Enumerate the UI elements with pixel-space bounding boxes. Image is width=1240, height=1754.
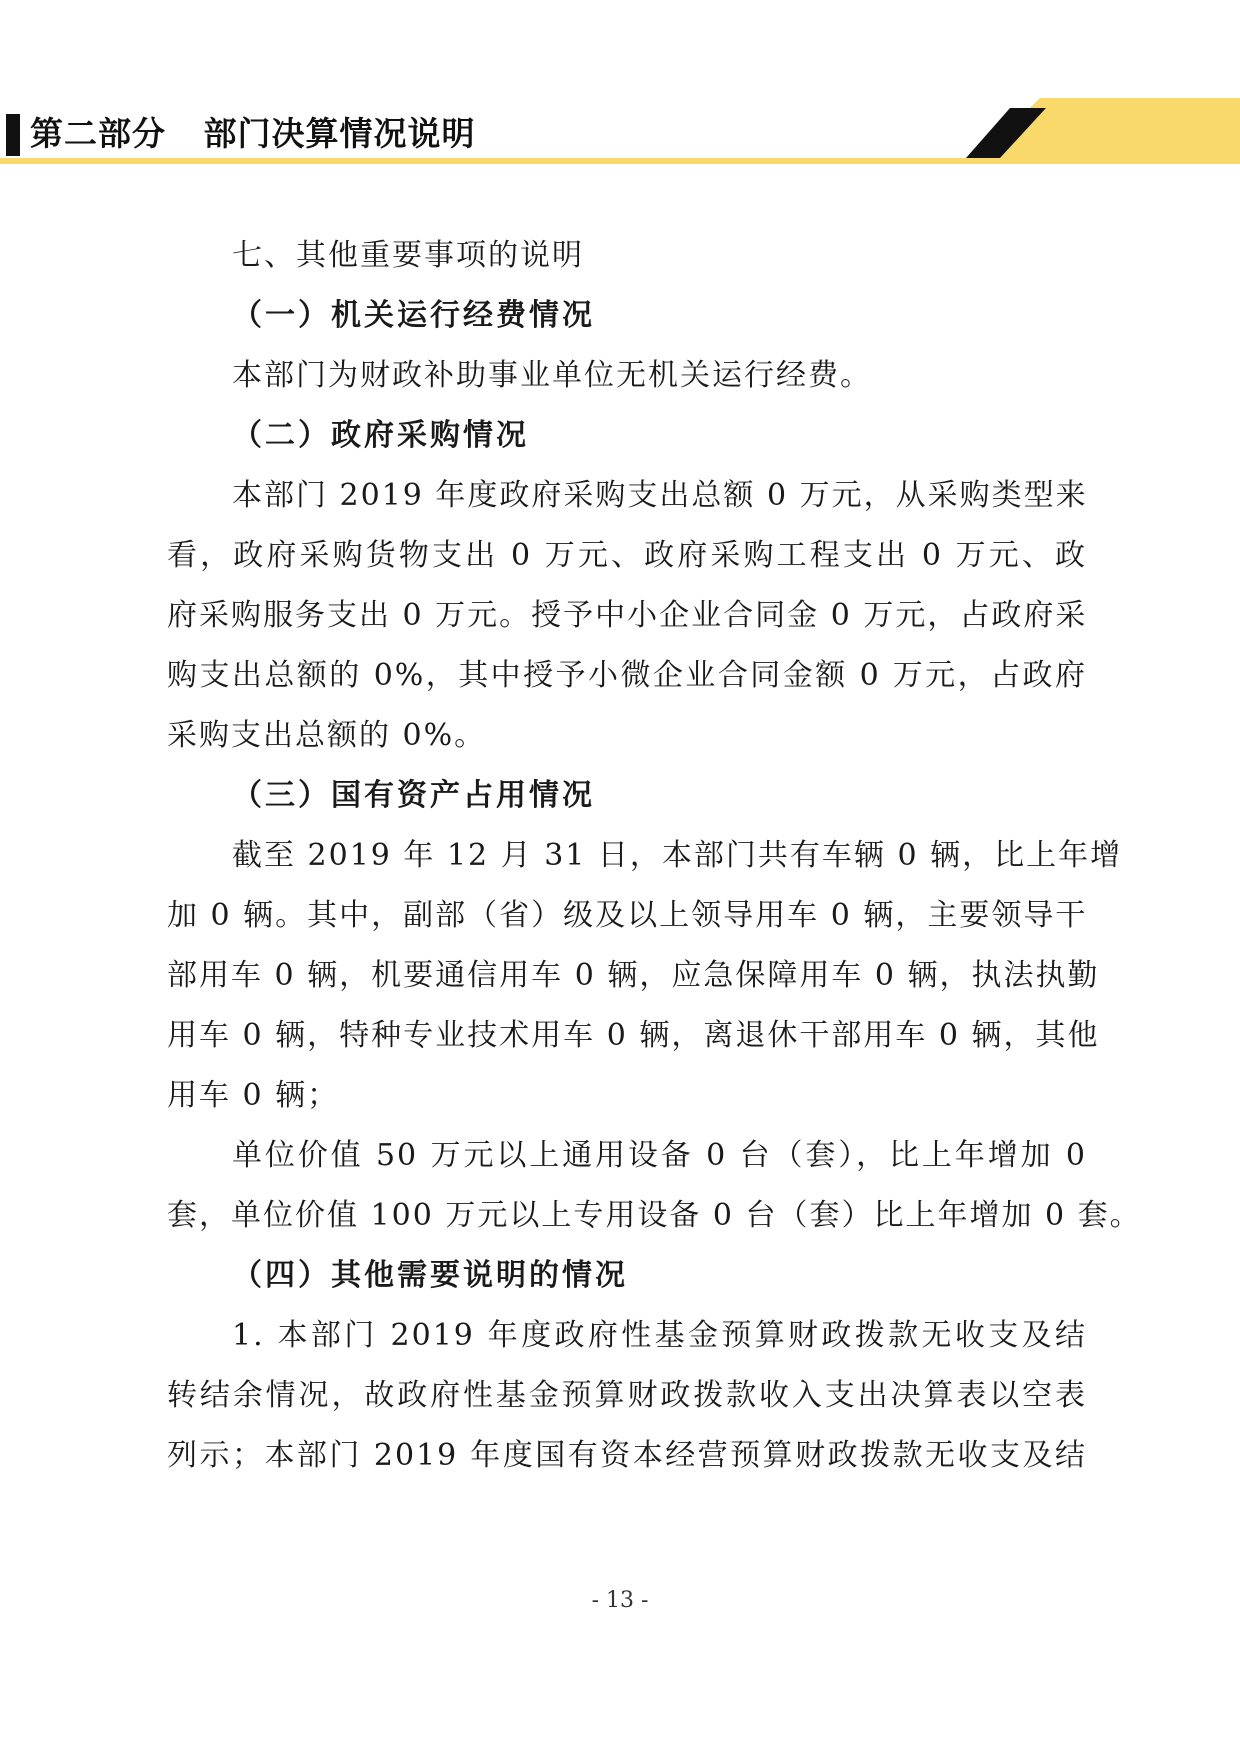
subsection-title-1: （一）机关运行经费情况	[232, 298, 595, 333]
paragraph-line: 列示；本部门 2019 年度国有资本经营预算财政拨款无收支及结	[167, 1438, 1087, 1473]
paragraph-line: 采购支出总额的 0%。	[167, 718, 487, 753]
header-accent-stripe	[0, 158, 1240, 164]
header-marker	[6, 114, 20, 156]
page-number: - 13 -	[591, 1588, 649, 1613]
header-section-title: 部门决算情况说明	[203, 114, 476, 153]
paragraph-line: 看，政府采购货物支出 0 万元、政府采购工程支出 0 万元、政	[167, 538, 1087, 573]
paragraph-line: 截至 2019 年 12 月 31 日，本部门共有车辆 0 辆，比上年增	[232, 838, 1123, 873]
subsection-title-2: （二）政府采购情况	[232, 418, 529, 453]
paragraph-line: 府采购服务支出 0 万元。授予中小企业合同金 0 万元，占政府采	[167, 598, 1088, 633]
paragraph-line: 加 0 辆。其中，副部（省）级及以上领导用车 0 辆，主要领导干	[167, 898, 1088, 933]
paragraph-line: 本部门为财政补助事业单位无机关运行经费。	[232, 358, 872, 393]
paragraph-line: 用车 0 辆，特种专业技术用车 0 辆，离退休干部用车 0 辆，其他	[167, 1018, 1100, 1053]
paragraph-line: 套，单位价值 100 万元以上专用设备 0 台（套）比上年增加 0 套。	[167, 1198, 1142, 1233]
paragraph-line: 本部门 2019 年度政府采购支出总额 0 万元，从采购类型来	[232, 478, 1088, 513]
subsection-title-3: （三）国有资产占用情况	[232, 778, 595, 813]
paragraph-line: 1. 本部门 2019 年度政府性基金预算财政拨款无收支及结	[232, 1318, 1087, 1353]
section-title: 七、其他重要事项的说明	[232, 238, 584, 273]
subsection-title-4: （四）其他需要说明的情况	[232, 1258, 628, 1293]
header-part: 第二部分	[30, 114, 166, 153]
paragraph-line: 用车 0 辆；	[167, 1078, 340, 1113]
paragraph-line: 部用车 0 辆，机要通信用车 0 辆，应急保障用车 0 辆，执法执勤	[167, 958, 1100, 993]
header-title	[30, 112, 475, 156]
paragraph-line: 购支出总额的 0%，其中授予小微企业合同金额 0 万元，占政府	[167, 658, 1087, 693]
paragraph-line: 单位价值 50 万元以上通用设备 0 台（套），比上年增加 0	[232, 1138, 1087, 1173]
paragraph-line: 转结余情况，故政府性基金预算财政拨款收入支出决算表以空表	[167, 1378, 1087, 1413]
